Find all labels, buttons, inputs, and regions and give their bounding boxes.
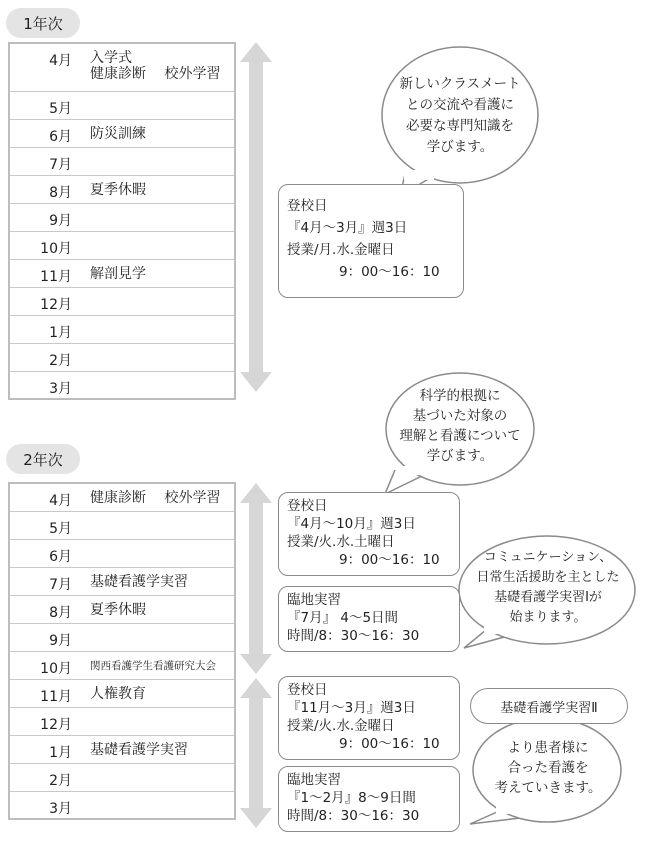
events-cell: [80, 147, 235, 175]
month-cell: 8月: [9, 595, 80, 623]
events-cell: [80, 791, 235, 819]
box-hours: 9：00～16：10: [339, 264, 440, 280]
box-heading: 登校日: [287, 498, 328, 514]
event-text: 基礎看護学実習: [90, 741, 188, 758]
month-row: [9, 315, 235, 343]
month-cell: 11月: [9, 679, 80, 707]
month-cell: 3月: [9, 371, 80, 399]
bubble-line: 科学的根拠に: [419, 388, 501, 404]
month-row: [9, 203, 235, 231]
year1-bubble-text: [386, 74, 534, 158]
events-cell: [80, 371, 235, 399]
events-cell: [80, 763, 235, 791]
event-text: 健康診断 校外学習: [90, 490, 221, 506]
month-row: [9, 567, 235, 595]
box-period: 『11月～3月』週3日: [287, 700, 416, 716]
bubble-line: 合った看護を: [507, 760, 589, 776]
event-text: 夏季休暇: [90, 181, 146, 198]
bubble-line: 理解と看護について: [399, 428, 521, 444]
year1-school-days-box: [278, 184, 464, 298]
box-heading: 臨地実習: [287, 592, 341, 608]
event-text: 入学式: [90, 50, 132, 66]
month-row: [9, 595, 235, 623]
box-heading: 登校日: [287, 682, 328, 698]
month-row: [9, 175, 235, 203]
month-cell: 11月: [9, 259, 80, 287]
events-cell: [80, 511, 235, 539]
box-class-days: 授業/月.水.金曜日: [287, 242, 395, 258]
year2-top-bubble-text: [386, 386, 534, 466]
month-cell: 5月: [9, 511, 80, 539]
events-cell: [80, 43, 235, 91]
month-row: [9, 91, 235, 119]
year2-mid-bubble-text: [462, 548, 634, 628]
box-period: 『7月』 4～5日間: [287, 610, 399, 626]
month-cell: 12月: [9, 287, 80, 315]
events-cell: [80, 623, 235, 651]
events-cell: [80, 91, 235, 119]
month-cell: 9月: [9, 203, 80, 231]
event-text: 人権教育: [90, 685, 146, 702]
bubble-line: 日常生活援助を主とした: [476, 570, 620, 585]
box-heading: 臨地実習: [287, 772, 341, 788]
month-cell: 2月: [9, 763, 80, 791]
month-cell: 6月: [9, 119, 80, 147]
events-cell: [80, 203, 235, 231]
month-cell: 10月: [9, 651, 80, 679]
year2-second-practice-box: [278, 766, 460, 832]
month-row: [9, 343, 235, 371]
box-period: 『4月～3月』週3日: [287, 220, 408, 236]
month-row: [9, 147, 235, 175]
event-text: 防災訓練: [90, 125, 146, 142]
month-row: [9, 707, 235, 735]
month-cell: 5月: [9, 91, 80, 119]
year2-practice-title-tag: 基礎看護学実習Ⅱ: [470, 688, 628, 724]
month-row: [9, 43, 235, 91]
events-cell: [80, 231, 235, 259]
month-cell: 3月: [9, 791, 80, 819]
bubble-line: との交流や看護に: [406, 97, 514, 113]
month-row: [9, 287, 235, 315]
month-row: [9, 763, 235, 791]
bubble-line: 基づいた対象の: [412, 408, 508, 424]
event-text: 健康診断 校外学習: [90, 66, 221, 82]
events-cell: [80, 343, 235, 371]
year2-first-period-arrow: [240, 483, 272, 674]
year1-period-arrow: [240, 42, 272, 392]
box-heading: 登校日: [287, 198, 328, 214]
month-cell: 9月: [9, 623, 80, 651]
box-class-days: 授業/火.水.金曜日: [287, 718, 395, 734]
events-cell: [80, 679, 235, 707]
year2-first-practice-box: [278, 586, 460, 652]
event-text: 関西看護学生看護研究大会: [90, 659, 216, 672]
month-row: [9, 735, 235, 763]
month-row: [9, 259, 235, 287]
event-text: 夏季休暇: [90, 601, 146, 618]
year1-label: 1年次: [6, 8, 80, 38]
box-hours: 9：00～16：10: [339, 736, 440, 752]
year2-bottom-bubble-text: [478, 738, 618, 798]
events-cell: [80, 735, 235, 763]
event-text: 解剖見学: [90, 265, 146, 282]
month-row: [9, 119, 235, 147]
events-cell: [80, 119, 235, 147]
year2-second-period-arrow: [240, 678, 272, 828]
events-cell: [80, 707, 235, 735]
month-row: [9, 371, 235, 399]
box-hours: 9：00～16：10: [339, 552, 440, 568]
month-cell: 7月: [9, 147, 80, 175]
month-row: [9, 623, 235, 651]
events-cell: [80, 287, 235, 315]
month-row: [9, 483, 235, 511]
month-row: [9, 511, 235, 539]
month-cell: 6月: [9, 539, 80, 567]
events-cell: [80, 259, 235, 287]
bubble-line: 基礎看護学実習Ⅰが: [494, 590, 602, 605]
month-row: [9, 539, 235, 567]
bubble-line: 新しいクラスメート: [399, 76, 521, 92]
month-cell: 1月: [9, 735, 80, 763]
month-row: [9, 651, 235, 679]
month-cell: 4月: [9, 43, 80, 91]
month-cell: 2月: [9, 343, 80, 371]
year1-schedule-table: [8, 42, 236, 400]
year2-label: 2年次: [6, 444, 80, 474]
box-period: 『1～2月』8～9日間: [287, 790, 416, 806]
month-row: [9, 679, 235, 707]
month-cell: 12月: [9, 707, 80, 735]
events-cell: [80, 175, 235, 203]
year2-second-school-days-box: [278, 676, 460, 760]
events-cell: [80, 483, 235, 511]
events-cell: [80, 595, 235, 623]
bubble-line: 学びます。: [426, 448, 494, 464]
month-cell: 4月: [9, 483, 80, 511]
event-text: 基礎看護学実習: [90, 573, 188, 590]
box-period: 『4月～10月』週3日: [287, 516, 416, 532]
month-row: [9, 231, 235, 259]
bubble-line: 考えていきます。: [494, 780, 602, 796]
bubble-line: より患者様に: [507, 740, 589, 756]
bubble-line: 学びます。: [426, 139, 494, 155]
bubble-line: コミュニケーション、: [483, 550, 613, 565]
month-cell: 10月: [9, 231, 80, 259]
month-row: [9, 791, 235, 819]
bubble-line: 始まります。: [509, 610, 587, 625]
box-hours: 時間/8：30～16：30: [287, 628, 420, 644]
events-cell: [80, 539, 235, 567]
month-cell: 8月: [9, 175, 80, 203]
month-cell: 7月: [9, 567, 80, 595]
events-cell: [80, 567, 235, 595]
box-class-days: 授業/火.水.土曜日: [287, 534, 395, 550]
year2-schedule-table: [8, 482, 236, 820]
box-hours: 時間/8：30～16：30: [287, 808, 420, 824]
month-cell: 1月: [9, 315, 80, 343]
bubble-line: 必要な専門知識を: [406, 118, 514, 134]
events-cell: [80, 315, 235, 343]
year2-first-school-days-box: [278, 492, 460, 576]
events-cell: [80, 651, 235, 679]
